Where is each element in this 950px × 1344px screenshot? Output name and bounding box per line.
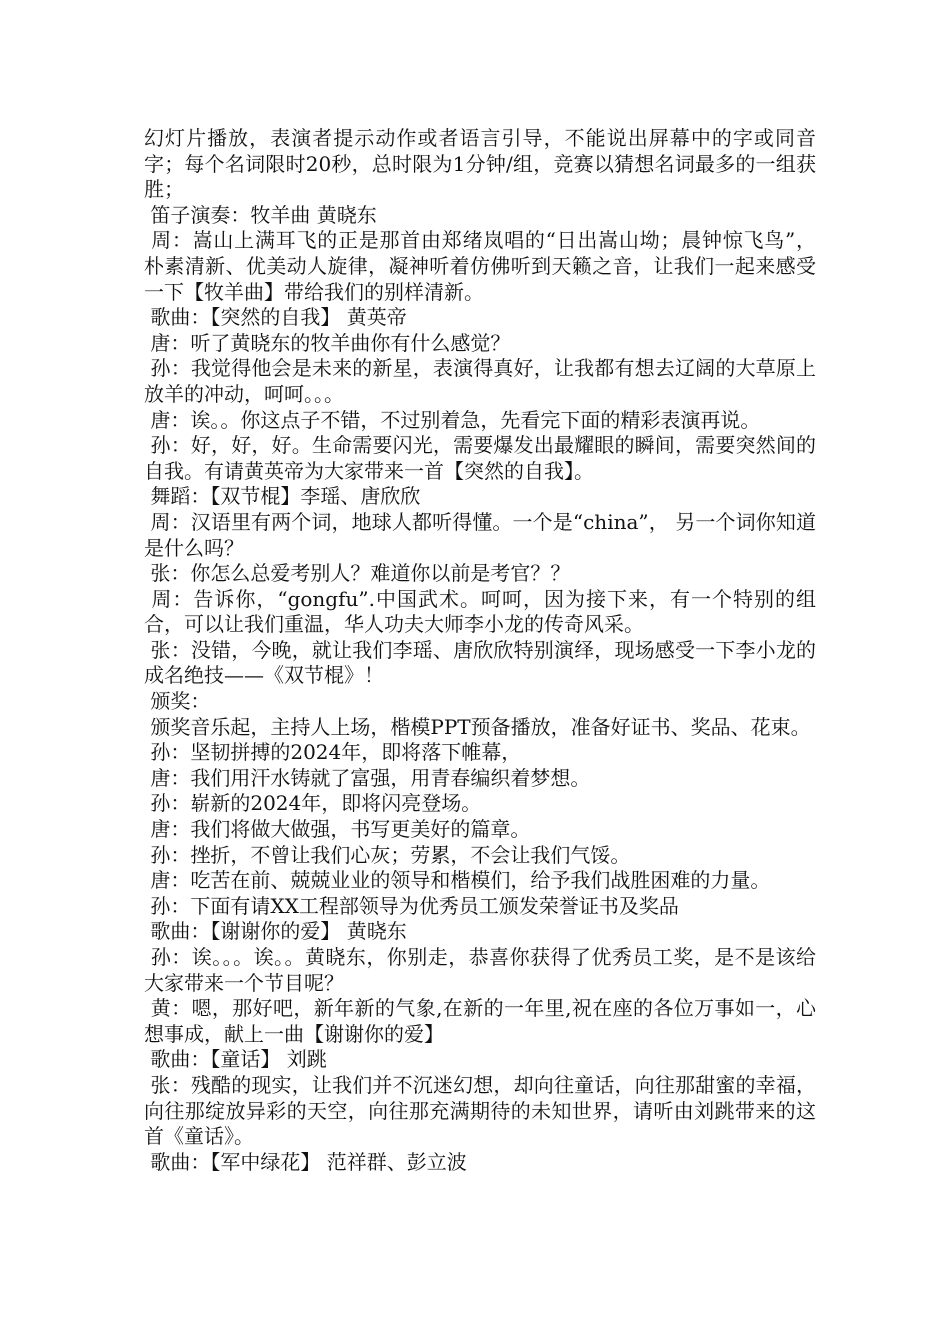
section-heading: 颁奖： (144, 689, 211, 714)
document-body (144, 126, 823, 1175)
paragraph: 周：告诉你，“gongfu”.中国武术。呵呵，因为接下来，有一个特别的组合，可以让我们重温，华人功夫大师李小龙的传奇风采。 (144, 586, 816, 637)
paragraph: 颁奖音乐起，主持人上场，楷模PPT预备播放，准备好证书、奖品、花束。 (144, 714, 811, 739)
paragraph: 幻灯片播放，表演者提示动作或者语言引导，不能说出屏幕中的字或同音字；每个名词限时20秒，总时限为1分钟/组，竞赛以猜想名词最多的一组获胜； (144, 126, 816, 202)
paragraph: 孙：坚韧拼搏的2024年，即将落下帷幕， (144, 740, 522, 765)
paragraph: 周：汉语里有两个词，地球人都听得懂。一个是“china”， 另一个词你知道是什么吗？ (144, 509, 817, 560)
paragraph: 孙：我觉得他会是未来的新星，表演得真好，让我都有想去辽阔的大草原上放羊的冲动，呵呵。。。 (144, 356, 817, 406)
program-item: 歌曲：【突然的自我】 黄英帝 (144, 305, 407, 330)
program-item: 歌曲：【军中绿花】 范祥群、彭立波 (144, 1149, 467, 1174)
paragraph: 孙：诶。。。诶。。黄晓东，你别走，恭喜你获得了优秀员工奖，是不是该给大家带来一个节目呢？ (144, 945, 817, 995)
paragraph: 唐：我们将做大做强，书写更美好的篇章。 (144, 817, 531, 842)
paragraph: 黄：嗯，那好吧，新年新的气象,在新的一年里,祝在座的各位万事如一，心想事成，献上一曲【谢谢你的爱】 (144, 996, 817, 1046)
paragraph: 张：残酷的现实，让我们并不沉迷幻想，却向往童话，向往那甜蜜的幸福，向往那绽放异彩的天空，向往那充满期待的未知世界，请听由刘跳带来的这首《童话》。 (144, 1072, 817, 1149)
program-item: 舞蹈：【双节棍】李瑶、唐欣欣 (144, 484, 421, 509)
paragraph: 唐：听了黄晓东的牧羊曲你有什么感觉？ (144, 330, 511, 355)
paragraph: 唐：诶。。你这点子不错，不过别着急，先看完下面的精彩表演再说。 (144, 407, 761, 432)
program-item: 歌曲：【童话】 刘跳 (144, 1047, 327, 1072)
paragraph: 孙：好，好，好。生命需要闪光，需要爆发出最耀眼的瞬间，需要突然间的自我。有请黄英帝为大家带来一首【突然的自我】。 (144, 433, 817, 483)
paragraph: 唐：我们用汗水铸就了富强，用青春编织着梦想。 (144, 765, 591, 790)
paragraph: 孙：下面有请XX工程部领导为优秀员工颁发荣誉证书及奖品 (144, 893, 679, 918)
program-item: 歌曲：【谢谢你的爱】 黄晓东 (144, 919, 407, 944)
program-item: 笛子演奏：牧羊曲 黄晓东 (144, 202, 377, 227)
paragraph: 孙：挫折，不曾让我们心灰；劳累，不会让我们气馁。 (144, 842, 631, 867)
paragraph: 张：你怎么总爱考别人？难道你以前是考官？？ (144, 561, 571, 586)
paragraph: 唐：吃苦在前、兢兢业业的领导和楷模们，给予我们战胜困难的力量。 (144, 868, 771, 893)
paragraph: 周：嵩山上满耳飞的正是那首由郑绪岚唱的“日出嵩山坳；晨钟惊飞鸟”， 朴素清新、优美动人旋律，凝神听着仿佛听到天籁之音，让我们一起来感受一下【牧羊曲】带给我们的别样清新。 (144, 228, 823, 304)
paragraph: 孙：崭新的2024年，即将闪亮登场。 (144, 791, 482, 816)
paragraph: 张：没错，今晚，就让我们李瑶、唐欣欣特别演绎，现场感受一下李小龙的成名绝技——《双节棍》！ (144, 637, 817, 688)
